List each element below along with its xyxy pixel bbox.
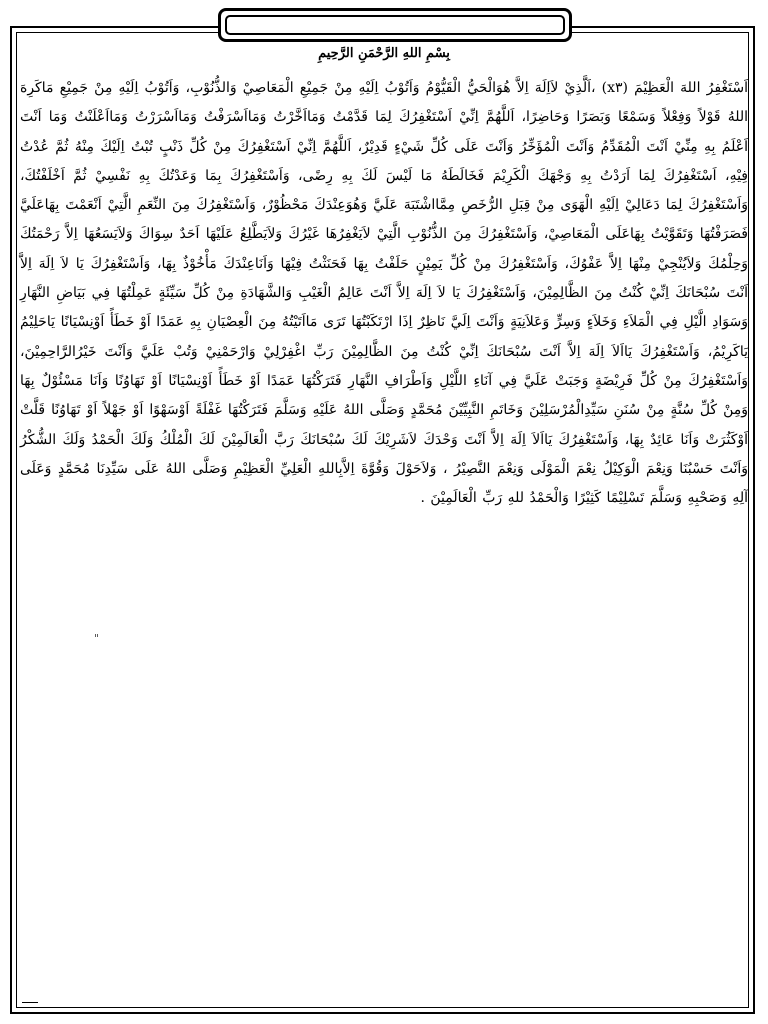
title-box xyxy=(218,8,572,42)
stray-mark: " xyxy=(94,632,100,645)
prayer-text: اَسْتَغْفِرُ اللهَ الْعَظِيْمَ (x٣) ،اَلَّذِيْ لاَاِلَهَ اِلاَّ هُوَالْحَيُّ الْقَيُّوْمُ وَاَتُوْبُ اِلَيْهِ مِنْ جَمِيْعِ الْمَعَاصِيْ وَالذُّنُوْبِ، وَاَتُوْبُ اِلَيْهِ مِنْ جَمِيْعِ مَاكَرِهَ اللهُ قَوْلاً وَفِعْلاً وَسَمْعًا وَبَصَرًا وَحَاضِرًا، اَللَّهُمَّ اِنِّيْ اَسْتَغْفِرُكَ لِمَا قَدَّمْتُ وَمَااَخَّرْتُ وَمَااَسْرَفْتُ وَمَااَسْرَرْتُ وَمَااَعْلَنْتُ وَمَا اَنْتَ اَعْلَمُ بِهِ مِنِّيْ اَنْتَ الْمُقَدِّمُ وَاَنْتَ الْمُؤَخِّرُ وَاَنْتَ عَلَى كُلِّ شَيْءٍ قَدِيْرٌ، اَللَّهُمَّ اِنِّيْ اَسْتَغْفِرُكَ مِنْ كُلِّ ذَنْبٍ تُبْتُ اِلَيْكَ مِنْهُ ثُمَّ عُدْتُ فِيْهِ، اَسْتَغْفِرُكَ لِمَا اَرَدْتُ بِهِ وَجْهَكَ الْكَرِيْمَ فَخَالَطَهُ مَا لَيْسَ لَكَ بِهِ رِضًى، وَاَسْتَغْفِرُكَ بِمَا وَعَدْتُكَ بِهِ نَفْسِيْ ثُمَّ اَخْلَفْتُكَ، وَاَسْتَغْفِرُكَ لِمَا دَعَالِيْ اِلَيْهِ الْهَوَى مِنْ قِبَلِ الرُّخَصِ مِمَّااشْتَبَهَ عَلَيَّ وَهُوَعِنْدَكَ مَحْظُوْرٌ، وَاَسْتَغْفِرُكَ مِنَ النِّعَمِ الَّتِيْ اَنْعَمْتَ بِهَاعَلَيَّ فَصَرَفْتُهَا وَتَقَوَّيْتُ بِهَاعَلَى الْمَعَاصِيْ، وَاَسْتَغْفِرُكَ مِنَ الذُّنُوْبِ الَّتِيْ لاَيَغْفِرُهَا غَيْرُكَ وَلاَيَطَّلِعُ عَلَيْهَا اَحَدٌ سِوَاكَ وَلاَيَسَعُهَا اِلاَّ رَحْمَتُكَ وَحِلْمُكَ وَلاَيُنْجِيْ مِنْهَا اِلاَّ عَفْوُكَ، وَاَسْتَغْفِرُكَ مِنْ كُلِّ يَمِيْنٍ حَلَفْتُ بِهَا فَحَنَثْتُ فِيْهَا وَاَنَاعِنْدَكَ مَأْخُوْذٌ بِهَا، وَاَسْتَغْفِرُكَ يَا لاَ اِلَهَ اِلاَّ اَنْتَ سُبْحَانَكَ اِنِّيْ كُنْتُ مِنَ الظَّالِمِيْنَ، وَاَسْتَغْفِرُكَ يَا لاَ اِلَهَ اِلاَّ اَنْتَ عَالِمُ الْغَيْبِ وَالشَّهَادَةِ مِنْ كُلِّ سَيِّئَةٍ عَمِلْتُهَا فِي بَيَاضِ النَّهَارِ وَسَوَادِ الَّيْلِ فِي الْمَلاَءِ وَخَلاَءٍ وَسِرٍّ وَعَلاَنِيَةٍ وَاَنْتَ اِلَيَّ نَاظِرٌ اِذَا ارْتَكَبْتُهَا تَرَى مَااَتَيْتُهُ مِنَ الْعِصْيَانِ بِهِ عَمَدًا اَوْ خَطَأً اَوْنِسْيَانًا يَاحَلِيْمُ يَاكَرِيْمُ، وَاَسْتَغْفِرُكَ يَااَلاَ اِلَهَ اِلاَّ اَنْتَ سُبْحَانَكَ اِنِّيْ كُنْتُ مِنَ الظَّالِمِيْنَ رَبِّ اغْفِرْلِيْ وَارْحَمْنِيْ وَتُبْ عَلَيَّ وَاَنْتَ خَيْرُالرَّاحِمِيْنَ، وَاَسْتَغْفِرُكَ مِنْ كُلِّ فَرِيْضَةٍ وَجَبَتْ عَلَيَّ فِي آنَاءِ اللَّيْلِ وَاَطْرَافِ النَّهَارِ فَتَرَكْتُهَا عَمَدًا اَوْ خَطَأً اَوْنِسْيَانًا اَوْ تَهَاوُنًا وَاَنَا مَسْئُوْلٌ بِهَا وَمِنْ كُلِّ سُنَّةٍ مِنْ سُنَنِ سَيِّدِالْمُرْسَلِيْنَ وَخَاتَمِ النَّبِيِّيْنَ مُحَمَّدٍ وَصَلَّى اللهُ عَلَيْهِ وَسَلَّمَ فَتَرَكْتُهَا غَفْلَةً اَوْسَهْوًا اَوْ جَهْلاً اَوْ تَهَاوُنًا قَلَّتْ اَوْكَثُرَتْ وَاَنَا عَائِدٌ بِهَا، وَاَسْتَغْفِرُكَ يَااَلاَ اِلَهَ اِلاَّ اَنْتَ وَحْدَكَ لاَشَرِيْكَ لَكَ سُبْحَانَكَ رَبَّ الْعَالَمِيْنَ لَكَ الْمُلْكُ وَلَكَ الْحَمْدُ وَلَكَ الشُّكْرُ وَاَنْتَ حَسْبُنَا وَنِعْمَ الْوَكِيْلُ نِعْمَ الْمَوْلَى وَنِعْمَ النَّصِيْرُ ، وَلاَحَوْلَ وَقُوَّةَ اِلاَّبِاللهِ الْعَلِيِّ الْعَظِيْمِ وَصَلَّى اللهُ عَلَى سَيِّدِنَا مُحَمَّدٍ وَعَلَى آلِهِ وَصَحْبِهِ وَسَلَّمَ تَسْلِيْمًا كَثِيْرًا وَالْحَمْدُ للهِ رَبِّ الْعَالَمِيْنَ . xyxy=(20,80,749,507)
bismillah-heading: بِسْمِ اللهِ الرَّحْمَنِ الرَّحِيمِ xyxy=(318,46,450,61)
title-box-inner xyxy=(225,15,565,35)
bottom-line-mark xyxy=(22,1002,38,1003)
